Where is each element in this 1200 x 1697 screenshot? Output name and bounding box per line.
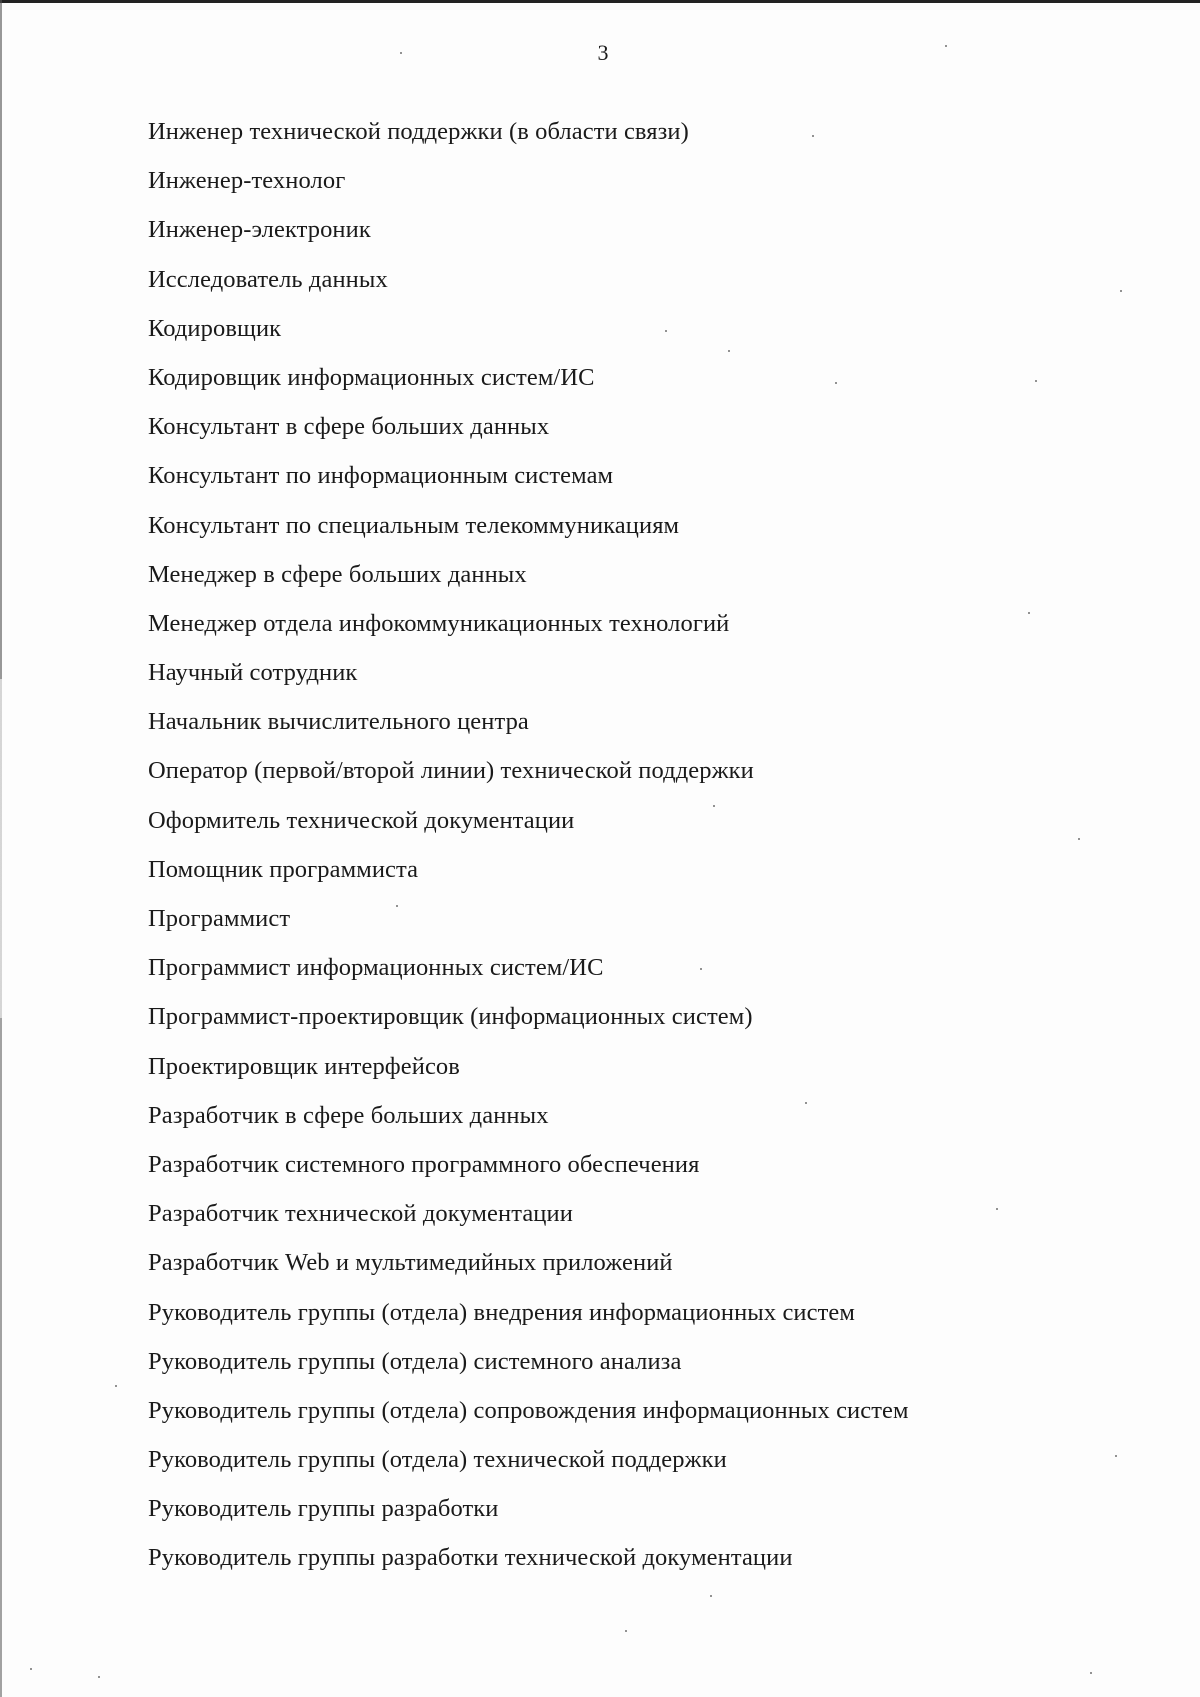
list-item: Разработчик технической документации bbox=[148, 1200, 573, 1228]
scan-speck bbox=[710, 1595, 712, 1597]
list-item: Проектировщик интерфейсов bbox=[148, 1052, 460, 1080]
list-item: Кодировщик bbox=[148, 314, 282, 342]
scan-left-edge bbox=[0, 0, 2, 1697]
scan-border-line bbox=[0, 0, 1200, 3]
list-item: Руководитель группы (отдела) сопровождения информационных систем bbox=[148, 1396, 909, 1424]
list-item: Консультант по информационным системам bbox=[148, 462, 614, 490]
scan-speck bbox=[625, 1630, 627, 1632]
list-item: Разработчик системного программного обеспечения bbox=[148, 1150, 700, 1178]
scan-speck bbox=[1035, 380, 1037, 382]
list-item: Исследователь данных bbox=[148, 265, 388, 293]
list-item: Программист bbox=[148, 905, 291, 932]
list-item: Руководитель группы разработки bbox=[148, 1495, 499, 1523]
list-item: Кодировщик информационных систем/ИС bbox=[148, 363, 595, 391]
list-item: Оформитель технической документации bbox=[148, 806, 575, 834]
list-item: Помощник программиста bbox=[148, 855, 419, 883]
list-item: Консультант в сфере больших данных bbox=[148, 413, 550, 441]
page-number: 3 bbox=[597, 40, 609, 65]
list-item: Менеджер отдела инфокоммуникационных технологий bbox=[148, 609, 730, 637]
list-item: Инженер технической поддержки (в области связи) bbox=[148, 118, 689, 145]
scan-speck bbox=[115, 1385, 117, 1387]
list-item: Программист информационных систем/ИС bbox=[148, 954, 604, 982]
scan-speck bbox=[1028, 612, 1030, 614]
scan-speck bbox=[30, 1668, 32, 1670]
scan-speck bbox=[996, 1208, 998, 1210]
list-item: Инженер-электроник bbox=[148, 216, 371, 244]
list-item: Руководитель группы разработки технической документации bbox=[148, 1544, 793, 1572]
scan-speck bbox=[1120, 290, 1122, 292]
list-item: Руководитель группы (отдела) внедрения информационных систем bbox=[148, 1298, 855, 1326]
scan-speck bbox=[1090, 1672, 1092, 1674]
list-item: Разработчик в сфере больших данных bbox=[148, 1101, 549, 1129]
list-item: Менеджер в сфере больших данных bbox=[148, 560, 527, 588]
list-item: Инженер-технолог bbox=[148, 167, 346, 195]
scan-speck bbox=[1078, 838, 1080, 840]
scan-speck bbox=[1115, 1455, 1117, 1457]
list-item: Руководитель группы (отдела) системного анализа bbox=[148, 1347, 682, 1375]
scan-speck bbox=[98, 1676, 100, 1678]
list-item: Руководитель группы (отдела) технической поддержки bbox=[148, 1446, 727, 1474]
list-item: Разработчик Web и мультимедийных приложений bbox=[148, 1249, 673, 1277]
profession-list bbox=[148, 115, 909, 1591]
list-item: Начальник вычислительного центра bbox=[148, 708, 529, 736]
list-item: Оператор (первой/второй линии) технической поддержки bbox=[148, 757, 754, 785]
list-item: Программист-проектировщик (информационных систем) bbox=[148, 1003, 753, 1031]
list-item: Консультант по специальным телекоммуникациям bbox=[148, 511, 680, 539]
list-item: Научный сотрудник bbox=[148, 659, 358, 687]
